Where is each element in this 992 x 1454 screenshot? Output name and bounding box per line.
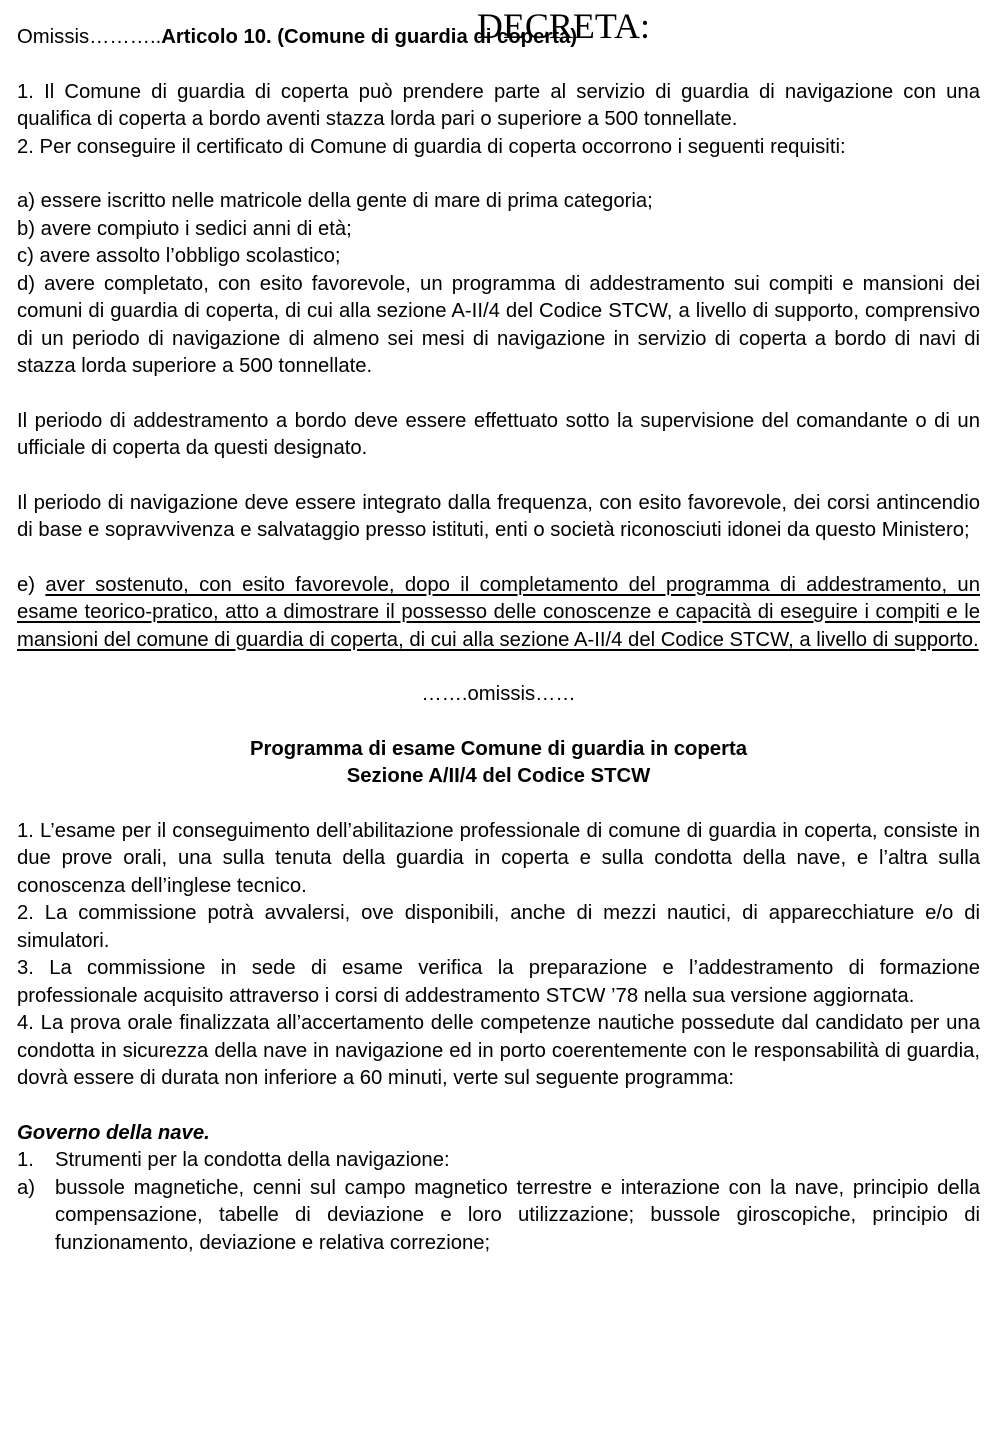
governo-heading: Governo della nave. (17, 1121, 210, 1144)
program-paragraph-1: 1. L’esame per il conseguimento dell’abilitazione professionale di comune di guardia in coperta, consiste in due prove orali, una sulla tenuta della guardia in coperta e sulla condotta della nave, e l’altra sulla conoscenza dell’inglese tecnico. (17, 819, 980, 897)
article-title: Articolo 10. (Comune di guardia di coperta) (161, 26, 578, 48)
page-title: DECRETA: (476, 6, 650, 46)
list-marker: a) (17, 1176, 36, 1199)
omissis-prefix: Omissis……….. (17, 26, 162, 48)
program-paragraph-3: 3. La commissione in sede di esame verifica la preparazione e l’addestramento di formazione professionale acquisito attraverso i corsi di addestramento STCW ’78 nella sua versione aggiornata. (17, 957, 980, 1007)
governo-item-1 (17, 1147, 980, 1175)
program-title-line-2: Sezione A/II/4 del Codice STCW (346, 765, 651, 787)
program-title-line-1: Programma di esame Comune di guardia in coperta (249, 737, 748, 760)
requirement-e (17, 572, 980, 655)
list-text: Strumenti per la condotta della navigazione: (55, 1149, 450, 1171)
list-marker: 1. (17, 1149, 34, 1171)
requirement-b: b) avere compiuto i sedici anni di età; (17, 217, 352, 240)
requirement-a: a) essere iscritto nelle matricole della gente di mare di prima categoria; (17, 190, 653, 212)
article-paragraph-4: Il periodo di navigazione deve essere integrato dalla frequenza, con esito favorevole, dei corsi antincendio di base e sopravvivenza e salvataggio presso istituti, enti o società riconosciuti idonei da questo Ministero; (17, 491, 980, 541)
article-heading (17, 24, 980, 52)
article-paragraph-3: Il periodo di addestramento a bordo deve essere effettuato sotto la supervisione del comandante o di un ufficiale di coperta da questi designato. (17, 409, 980, 459)
requirement-e-prefix: e) (17, 573, 46, 596)
requirement-e-text: aver sostenuto, con esito favorevole, dopo il completamento del programma di addestramento, un esame teorico-pratico, atto a dimostrare il possesso delle conoscenze e capacità di eseguire i compiti e le mansioni del comune di guardia di coperta, di cui alla sezione A-II/4 del Codice STCW, a livello di supporto. (17, 573, 980, 651)
governo-item-a (17, 1175, 980, 1258)
requirement-d: d) avere completato, con esito favorevole, un programma di addestramento sui compiti e mansioni dei comuni di guardia di coperta, di cui alla sezione A-II/4 del Codice STCW, a livello di supporto, comprensivo di un periodo di navigazione di almeno sei mesi di navigazione in servizio di coperta a bordo di navi di stazza lorda superiore a 500 tonnellate. (17, 272, 980, 377)
article-paragraph-1: 1. Il Comune di guardia di coperta può prendere parte al servizio di guardia di navigazione con una qualifica di coperta a bordo aventi stazza lorda pari o superiore a 500 tonnellate. (17, 80, 980, 130)
omissis-separator: …….omissis…… (421, 683, 576, 705)
requirement-c: c) avere assolto l’obbligo scolastico; (17, 245, 341, 267)
list-text: bussole magnetiche, cenni sul campo magnetico terrestre e interazione con la nave, principio della compensazione, tabelle di deviazione e loro utilizzazione; bussole giroscopiche, principio di funzionamento, deviazione e relativa correzione; (55, 1176, 980, 1254)
article-paragraph-2: 2. Per conseguire il certificato di Comune di guardia di coperta occorrono i seguenti requisiti: (17, 135, 846, 158)
program-paragraph-4: 4. La prova orale finalizzata all’accertamento delle competenze nautiche possedute dal candidato per una condotta in sicurezza della nave in navigazione ed in porto coerentemente con le responsabilità di guardia, dovrà essere di durata non inferiore a 60 minuti, verte sul seguente programma: (17, 1012, 980, 1089)
program-paragraph-2: 2. La commissione potrà avvalersi, ove disponibili, anche di mezzi nautici, di apparecchiature e/o di simulatori. (17, 902, 980, 952)
document-body (17, 4, 980, 1257)
